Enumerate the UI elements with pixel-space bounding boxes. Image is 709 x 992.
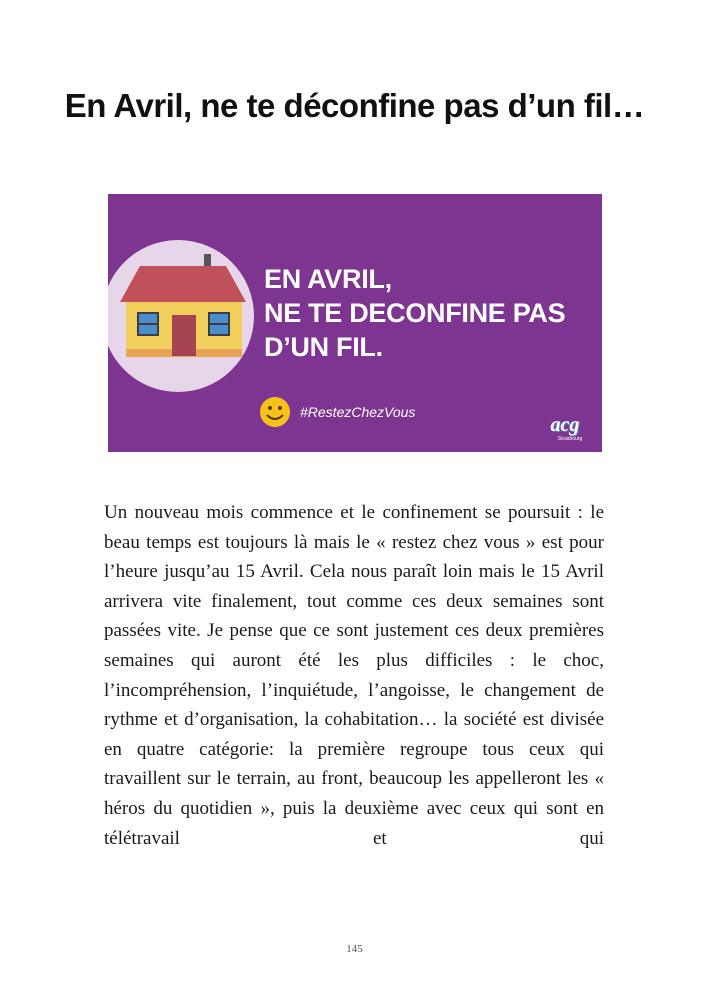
logo-text: acg <box>550 414 580 436</box>
logo <box>536 414 594 442</box>
body-paragraph: Un nouveau mois commence et le confinement se poursuit : le beau temps est toujours là mais le « restez chez vous » est pour l’heure jusqu’au 15 Avril. Cela nous paraît loin mais le 15 Avril arrivera vite finalement, tout comme ces deux semaines sont passées vite. Je pense que ce sont justement ces deux premières semaines qui auront été les plus difficiles : le choc, l’incompréhension, l’inquiétude, l’angoisse, le changement de rythme et d’organisation, la cohabitation… la société est divisée en quatre catégorie: la première regroupe tous ceux qui travaillent sur le terrain, au front, beaucoup les appelleront les « héros du quotidien », puis la deuxième avec ceux qui sont en télétravail et qui <box>104 502 604 849</box>
banner-hashtag: #RestezChezVous <box>300 404 416 420</box>
banner-line-3: D’UN FIL. <box>264 332 383 362</box>
smiley-icon <box>260 397 290 427</box>
page-title: En Avril, ne te déconfine pas d’un fil… <box>64 87 645 124</box>
logo-subtext: Strasbourg <box>557 436 583 442</box>
banner-headline <box>264 262 565 364</box>
page-number: 145 <box>346 943 363 955</box>
banner-line-1: EN AVRIL, <box>264 264 392 294</box>
banner-line-2: NE TE DECONFINE PAS <box>264 298 566 328</box>
house-icon <box>120 254 246 357</box>
banner-image <box>108 194 602 452</box>
